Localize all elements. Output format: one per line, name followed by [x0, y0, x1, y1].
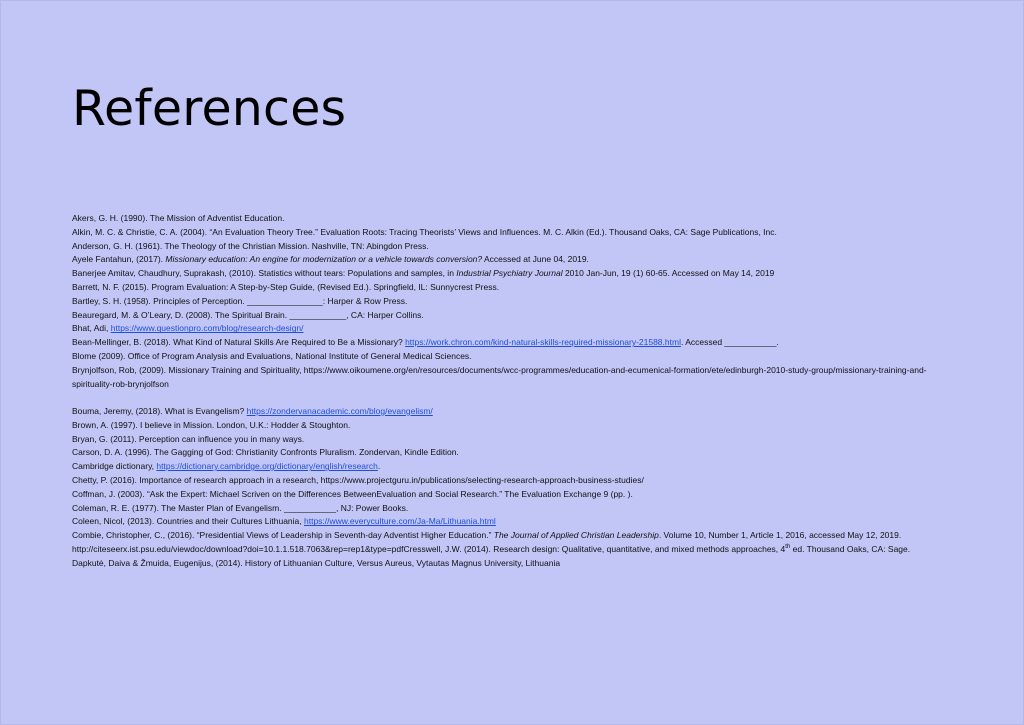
reference-entry: [72, 433, 952, 447]
reference-link[interactable]: https://www.everyculture.com/Ja-Ma/Lithuania.html: [304, 516, 496, 527]
reference-text: Bryan, G. (2011). Perception can influence you in many ways.: [72, 433, 305, 444]
reference-entry: [72, 212, 952, 226]
reference-text: Bhat, Adi,: [72, 323, 111, 334]
reference-text: Blome (2009). Office of Program Analysis and Evaluations, National Institute of General Medical Sciences.: [72, 350, 472, 361]
reference-text-tail: . Volume 10, Number 1, Article 1, 2016, accessed May 12, 2019.: [658, 530, 902, 541]
reference-entry: [72, 488, 952, 502]
reference-entry: [72, 405, 952, 419]
references-list: [72, 212, 952, 571]
reference-text: Akers, G. H. (1990). The Mission of Adventist Education.: [72, 213, 285, 223]
slide-title: References: [72, 80, 347, 137]
reference-entry: [72, 419, 952, 433]
reference-link[interactable]: https://work.chron.com/kind-natural-skills-required-missionary-21588.html: [405, 337, 681, 348]
reference-entry: [72, 557, 952, 571]
reference-text: Bouma, Jeremy, (2018). What is Evangelism?: [72, 405, 247, 416]
reference-superscript: th: [785, 544, 791, 551]
reference-text-tail: . Accessed ___________.: [680, 337, 779, 348]
reference-text: Coleman, R. E. (1977). The Master Plan of Evangelism. ___________, NJ: Power Books.: [72, 502, 409, 513]
reference-entry: [72, 253, 952, 267]
reference-text: http://citeseerx.ist.psu.edu/viewdoc/download?doi=10.1.1.518.7063&rep=rep1&type=pdfCresswell, J.W. (2014). Research design: Qualitative, quantitative, and mixed methods approaches, 4: [72, 543, 786, 554]
reference-link[interactable]: https://zondervanacademic.com/blog/evangelism/: [246, 405, 433, 416]
reference-entry: [72, 446, 952, 460]
reference-text-tail: Accessed at June 04, 2019.: [482, 254, 589, 265]
reference-text: Coffman, J. (2003). “Ask the Expert: Michael Scriven on the Differences BetweenEvaluation and Social Research.” The Evaluation Exchange 9 (pp. ).: [72, 488, 633, 499]
reference-entry: [72, 322, 952, 336]
reference-text: Brynjolfson, Rob, (2009). Missionary Training and Spirituality, https://www.oikoumene.org/en/resources/documents/wcc-programmes/education-and-ecumenical-formation/ete/edinburgh-2010-study-group/missionary-training-and-spirituality-rob-brynjolfson: [72, 364, 927, 389]
reference-entry: [72, 460, 952, 474]
reference-text: Carson, D. A. (1996). The Gagging of God: Christianity Confronts Pluralism. Zondervan, Kindle Edition.: [72, 447, 459, 458]
reference-link[interactable]: https://dictionary.cambridge.org/dictionary/english/research: [156, 461, 378, 472]
reference-text: Barrett, N. F. (2015). Program Evaluation: A Step-by-Step Guide, (Revised Ed.). Springfield, IL: Sunnycrest Press.: [72, 281, 500, 292]
reference-entry: [72, 281, 952, 295]
reference-entry: [72, 364, 952, 392]
reference-entry: [72, 350, 952, 364]
reference-text: Bean-Mellinger, B. (2018). What Kind of Natural Skills Are Required to Be a Missionary?: [72, 337, 406, 348]
reference-entry: [72, 226, 952, 240]
reference-entry: [72, 502, 952, 516]
reference-text: Anderson, G. H. (1961). The Theology of the Christian Mission. Nashville, TN: Abingdon Press.: [72, 240, 429, 251]
reference-text: Alkin, M. C. & Christie, C. A. (2004). “An Evaluation Theory Tree.” Evaluation Roots: Tracing Theorists’ Views and Influences. M. C. Alkin (Ed.). Thousand Oaks, CA: Sage Publications, Inc.: [72, 226, 777, 237]
reference-text: Dapkutė, Daiva & Žmuida, Eugenijus, (2014). History of Lithuanian Culture, Versus Aureus, Vytautas Magnus University, Lithuania: [72, 557, 561, 568]
reference-entry: [72, 267, 952, 281]
reference-text-tail: .: [377, 461, 381, 472]
reference-text-tail: ed. Thousand Oaks, CA: Sage.: [790, 543, 911, 554]
reference-entry: [72, 529, 952, 543]
reference-italic-title: Missionary education: An engine for modernization or a vehicle towards conversion?: [165, 254, 483, 265]
reference-entry: [72, 309, 952, 323]
reference-entry: [72, 515, 952, 529]
reference-text: Ayele Fantahun, (2017).: [72, 254, 166, 265]
reference-italic-title: Industrial Psychiatry Journal: [456, 268, 563, 279]
reference-entry: [72, 295, 952, 309]
reference-entry: [72, 543, 952, 557]
reference-text: Coleen, Nicol, (2013). Countries and their Cultures Lithuania,: [72, 516, 304, 527]
reference-entry: [72, 336, 952, 350]
reference-text: Beauregard, M. & O’Leary, D. (2008). The Spiritual Brain. ____________, CA: Harper Collins.: [72, 309, 424, 320]
reference-text: Bartley, S. H. (1958). Principles of Perception. ________________: Harper & Row Press.: [72, 295, 408, 306]
reference-link[interactable]: https://www.questionpro.com/blog/research-design/: [110, 323, 304, 334]
reference-entry: [72, 240, 952, 254]
reference-text: Banerjee Amitav, Chaudhury, Suprakash, (2010). Statistics without tears: Populations and samples, in: [72, 268, 457, 279]
reference-text: Combie, Christopher, C., (2016). “Presidential Views of Leadership in Seventh-day Adventist Higher Education.”: [72, 530, 494, 541]
reference-text-tail: 2010 Jan-Jun, 19 (1) 60-65. Accessed on May 14, 2019: [562, 268, 775, 279]
reference-text: Cambridge dictionary,: [72, 461, 157, 472]
reference-italic-title: The Journal of Applied Christian Leadership: [493, 530, 659, 541]
reference-entry: [72, 474, 952, 488]
reference-text: Brown, A. (1997). I believe in Mission. London, U.K.: Hodder & Stoughton.: [72, 419, 351, 430]
reference-text: Chetty, P. (2016). Importance of research approach in a research, https://www.projectguru.in/publications/selecting-research-approach-business-studies/: [72, 474, 644, 485]
